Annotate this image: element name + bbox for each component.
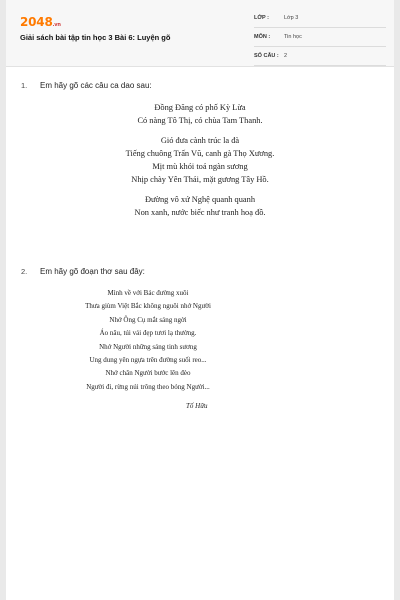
- stanza: [6, 101, 394, 127]
- verse-line: Có nàng Tô Thị, có chùa Tam Thanh.: [137, 116, 263, 125]
- meta-key: MÔN :: [254, 34, 271, 40]
- page-header: [6, 0, 394, 67]
- verse-line: Tiếng chuông Trấn Vũ, canh gà Thọ Xương.: [125, 149, 275, 158]
- poem-line: Người đi, rừng núi trông theo bóng Người...: [86, 382, 210, 391]
- question-number: 1.: [21, 81, 28, 90]
- meta-row-question-count: [254, 50, 386, 66]
- meta-info: [254, 12, 386, 69]
- poem-block: [0, 287, 342, 394]
- document-page: [6, 0, 394, 600]
- document-title: Giải sách bài tập tin học 3 Bài 6: Luyện gõ: [20, 33, 171, 42]
- poem-line: Thưa giùm Việt Bắc không nguôi nhớ Người: [85, 302, 211, 311]
- poem-line: Mình về với Bác đường xuôi: [107, 289, 189, 297]
- verse-line: Nhịp chày Yên Thái, mặt gương Tây Hồ.: [131, 175, 269, 184]
- meta-row-subject: [254, 31, 386, 47]
- verse-line: Đồng Đăng có phố Kỳ Lừa: [154, 103, 246, 112]
- question-prompt: Em hãy gõ đoạn thơ sau đây:: [40, 267, 145, 276]
- logo-main: 2048: [20, 15, 53, 29]
- meta-key: LỚP :: [254, 15, 269, 21]
- meta-value: 2: [284, 53, 288, 59]
- meta-key: SỐ CÂU :: [254, 53, 279, 59]
- poem-line: Nhớ chân Người bước lên đèo: [105, 369, 191, 378]
- stanza: [6, 134, 394, 186]
- poem-line: Áo nâu, túi vải đẹp tươi lạ thường.: [99, 329, 197, 338]
- logo-suffix: .vn: [52, 22, 61, 28]
- site-logo[interactable]: [20, 15, 61, 29]
- poem-line: Ung dung yên ngựa trên đường suối reo...: [89, 356, 207, 365]
- verse-line: Mịt mù khói toả ngàn sương: [152, 162, 248, 171]
- folk-verse-block: [6, 101, 394, 226]
- poem-line: Nhớ Người những sáng tinh sương: [99, 342, 197, 351]
- poem-author: Tố Hữu: [186, 402, 208, 410]
- stanza: [6, 193, 394, 219]
- verse-line: Gió đưa cành trúc la đà: [160, 136, 240, 145]
- question-prompt: Em hãy gõ các câu ca dao sau:: [40, 81, 152, 90]
- question-number: 2.: [21, 267, 28, 276]
- verse-line: Đường vô xứ Nghệ quanh quanh: [144, 195, 256, 204]
- meta-row-class: [254, 12, 386, 28]
- verse-line: Non xanh, nước biếc như tranh hoạ đồ.: [134, 208, 266, 217]
- meta-value: Tin học: [284, 34, 302, 40]
- meta-value: Lớp 3: [284, 15, 299, 21]
- poem-line: Nhớ Ông Cụ mắt sáng ngời: [109, 315, 187, 324]
